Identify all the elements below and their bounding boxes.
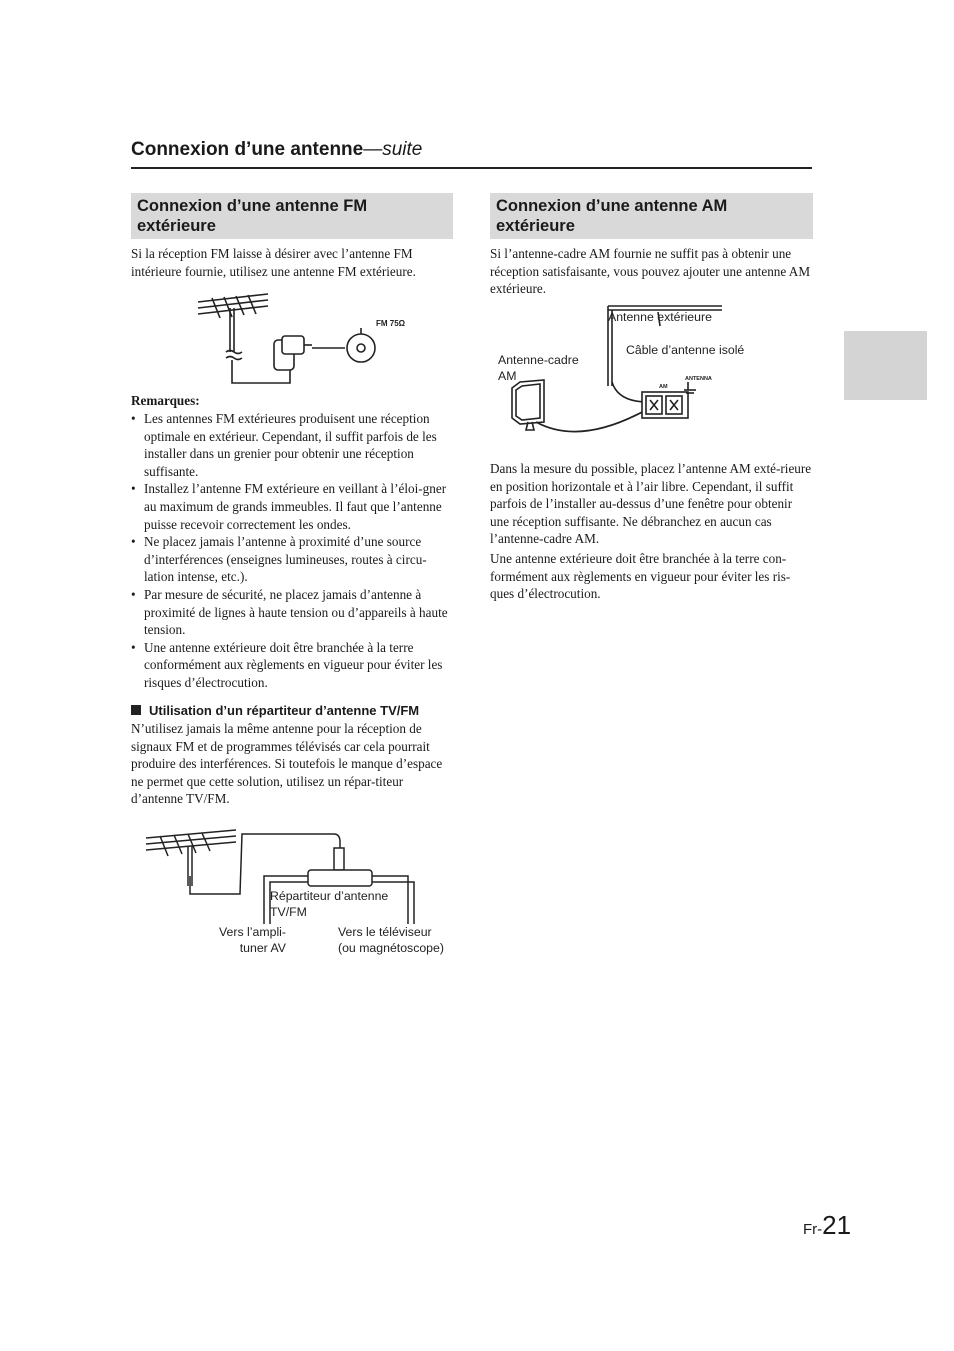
fm-section-heading: Connexion d’une antenne FM extérieure <box>131 193 453 239</box>
am-intro-text: Si l’antenne-cadre AM fournie ne suffit pas à obtenir une réception satisfaisante, vous pouvez ajouter une antenne AM extérieure. <box>490 246 811 297</box>
am-body-text-1: Dans la mesure du possible, placez l’antenne AM exté-rieure en position horizontale et à l’air libre. Cependant, il suffit parfois de l’installer au-dessus d’une fenêtre pour obtenir une réception suffisante. Ne débranchez en aucun cas l’antenne-cadre AM. <box>490 461 812 547</box>
fm-antenna-diagram <box>190 288 450 388</box>
page-title <box>131 139 422 161</box>
chapter-tab <box>844 331 927 400</box>
remarks-list <box>131 410 453 692</box>
square-bullet-icon <box>131 705 141 715</box>
splitter-text: N’utilisez jamais la même antenne pour la réception de signaux FM et de programmes télévisés car cela pourrait produire des interférences. Si toutefois le manque d’espace ne permet que cette solution, utilisez un répar-titeur d’antenne TV/FM. <box>131 721 443 807</box>
to-amplifier-label <box>200 924 286 956</box>
am-terminal-label: AM <box>659 384 668 390</box>
splitter-label-line1: Répartiteur d’antenne <box>270 889 389 903</box>
fm-intro-text: Si la réception FM laisse à désirer avec l’antenne FM intérieure fournie, utilisez une antenne FM extérieure. <box>131 246 416 279</box>
page-prefix: Fr- <box>803 1221 823 1238</box>
am-loop-line1: Antenne-cadre <box>498 353 579 367</box>
am-loop-label <box>498 352 579 384</box>
list-item: • Les antennes FM extérieures produisent une réception optimale en extérieur. Cependant, il suffit parfois de les installer dans un grenier pour obtenir une réception suffisante. <box>131 410 453 480</box>
page-title-suffix: —suite <box>363 139 423 160</box>
to-tv-line1: Vers le téléviseur <box>338 925 432 939</box>
title-divider <box>131 167 812 169</box>
am-loop-line2: AM <box>498 369 517 383</box>
to-tv-label <box>338 924 444 956</box>
page-number <box>803 1210 851 1241</box>
list-item: • Ne placez jamais l’antenne à proximité d’une source d’interférences (enseignes lumineuses, routes à circu-lation intense, etc.). <box>131 533 453 586</box>
list-item: • Une antenne extérieure doit être branchée à la terre conformément aux règlements en vigueur pour éviter les risques d’électrocution. <box>131 639 453 692</box>
remarks-title: Remarques: <box>131 393 200 408</box>
antenna-terminal-label: ANTENNA <box>685 376 712 382</box>
am-body-text-2: Une antenne extérieure doit être branchée à la terre con-formément aux règlements en vigueur pour éviter les ris-ques d’électrocution. <box>490 551 791 602</box>
splitter-heading <box>131 703 419 718</box>
page-number-value: 21 <box>822 1210 852 1240</box>
splitter-label-line2: TV/FM <box>270 905 307 919</box>
list-item: • Par mesure de sécurité, ne placez jamais d’antenne à proximité de lignes à haute tension ou d’appareils à haute tension. <box>131 586 453 639</box>
insulated-cable-label: Câble d’antenne isolé <box>626 343 745 357</box>
list-item: • Installez l’antenne FM extérieure en veillant à l’éloi-gner au maximum de grands immeubles. Il faut que l’antenne puisse recevoir correctement les ondes. <box>131 480 453 533</box>
to-amplifier-line1: Vers l’ampli- <box>219 925 286 939</box>
to-tv-line2: (ou magnétoscope) <box>338 941 444 955</box>
fm-terminal-label: FM 75Ω <box>376 319 406 328</box>
outdoor-antenna-label: Antenne extérieure <box>608 310 712 324</box>
splitter-heading-text: Utilisation d’un répartiteur d’antenne TV/FM <box>149 703 420 718</box>
splitter-label <box>270 888 388 920</box>
page-title-text: Connexion d’une antenne <box>131 139 364 160</box>
am-section-heading: Connexion d’une antenne AM extérieure <box>490 193 813 239</box>
to-amplifier-line2: tuner AV <box>239 941 286 955</box>
